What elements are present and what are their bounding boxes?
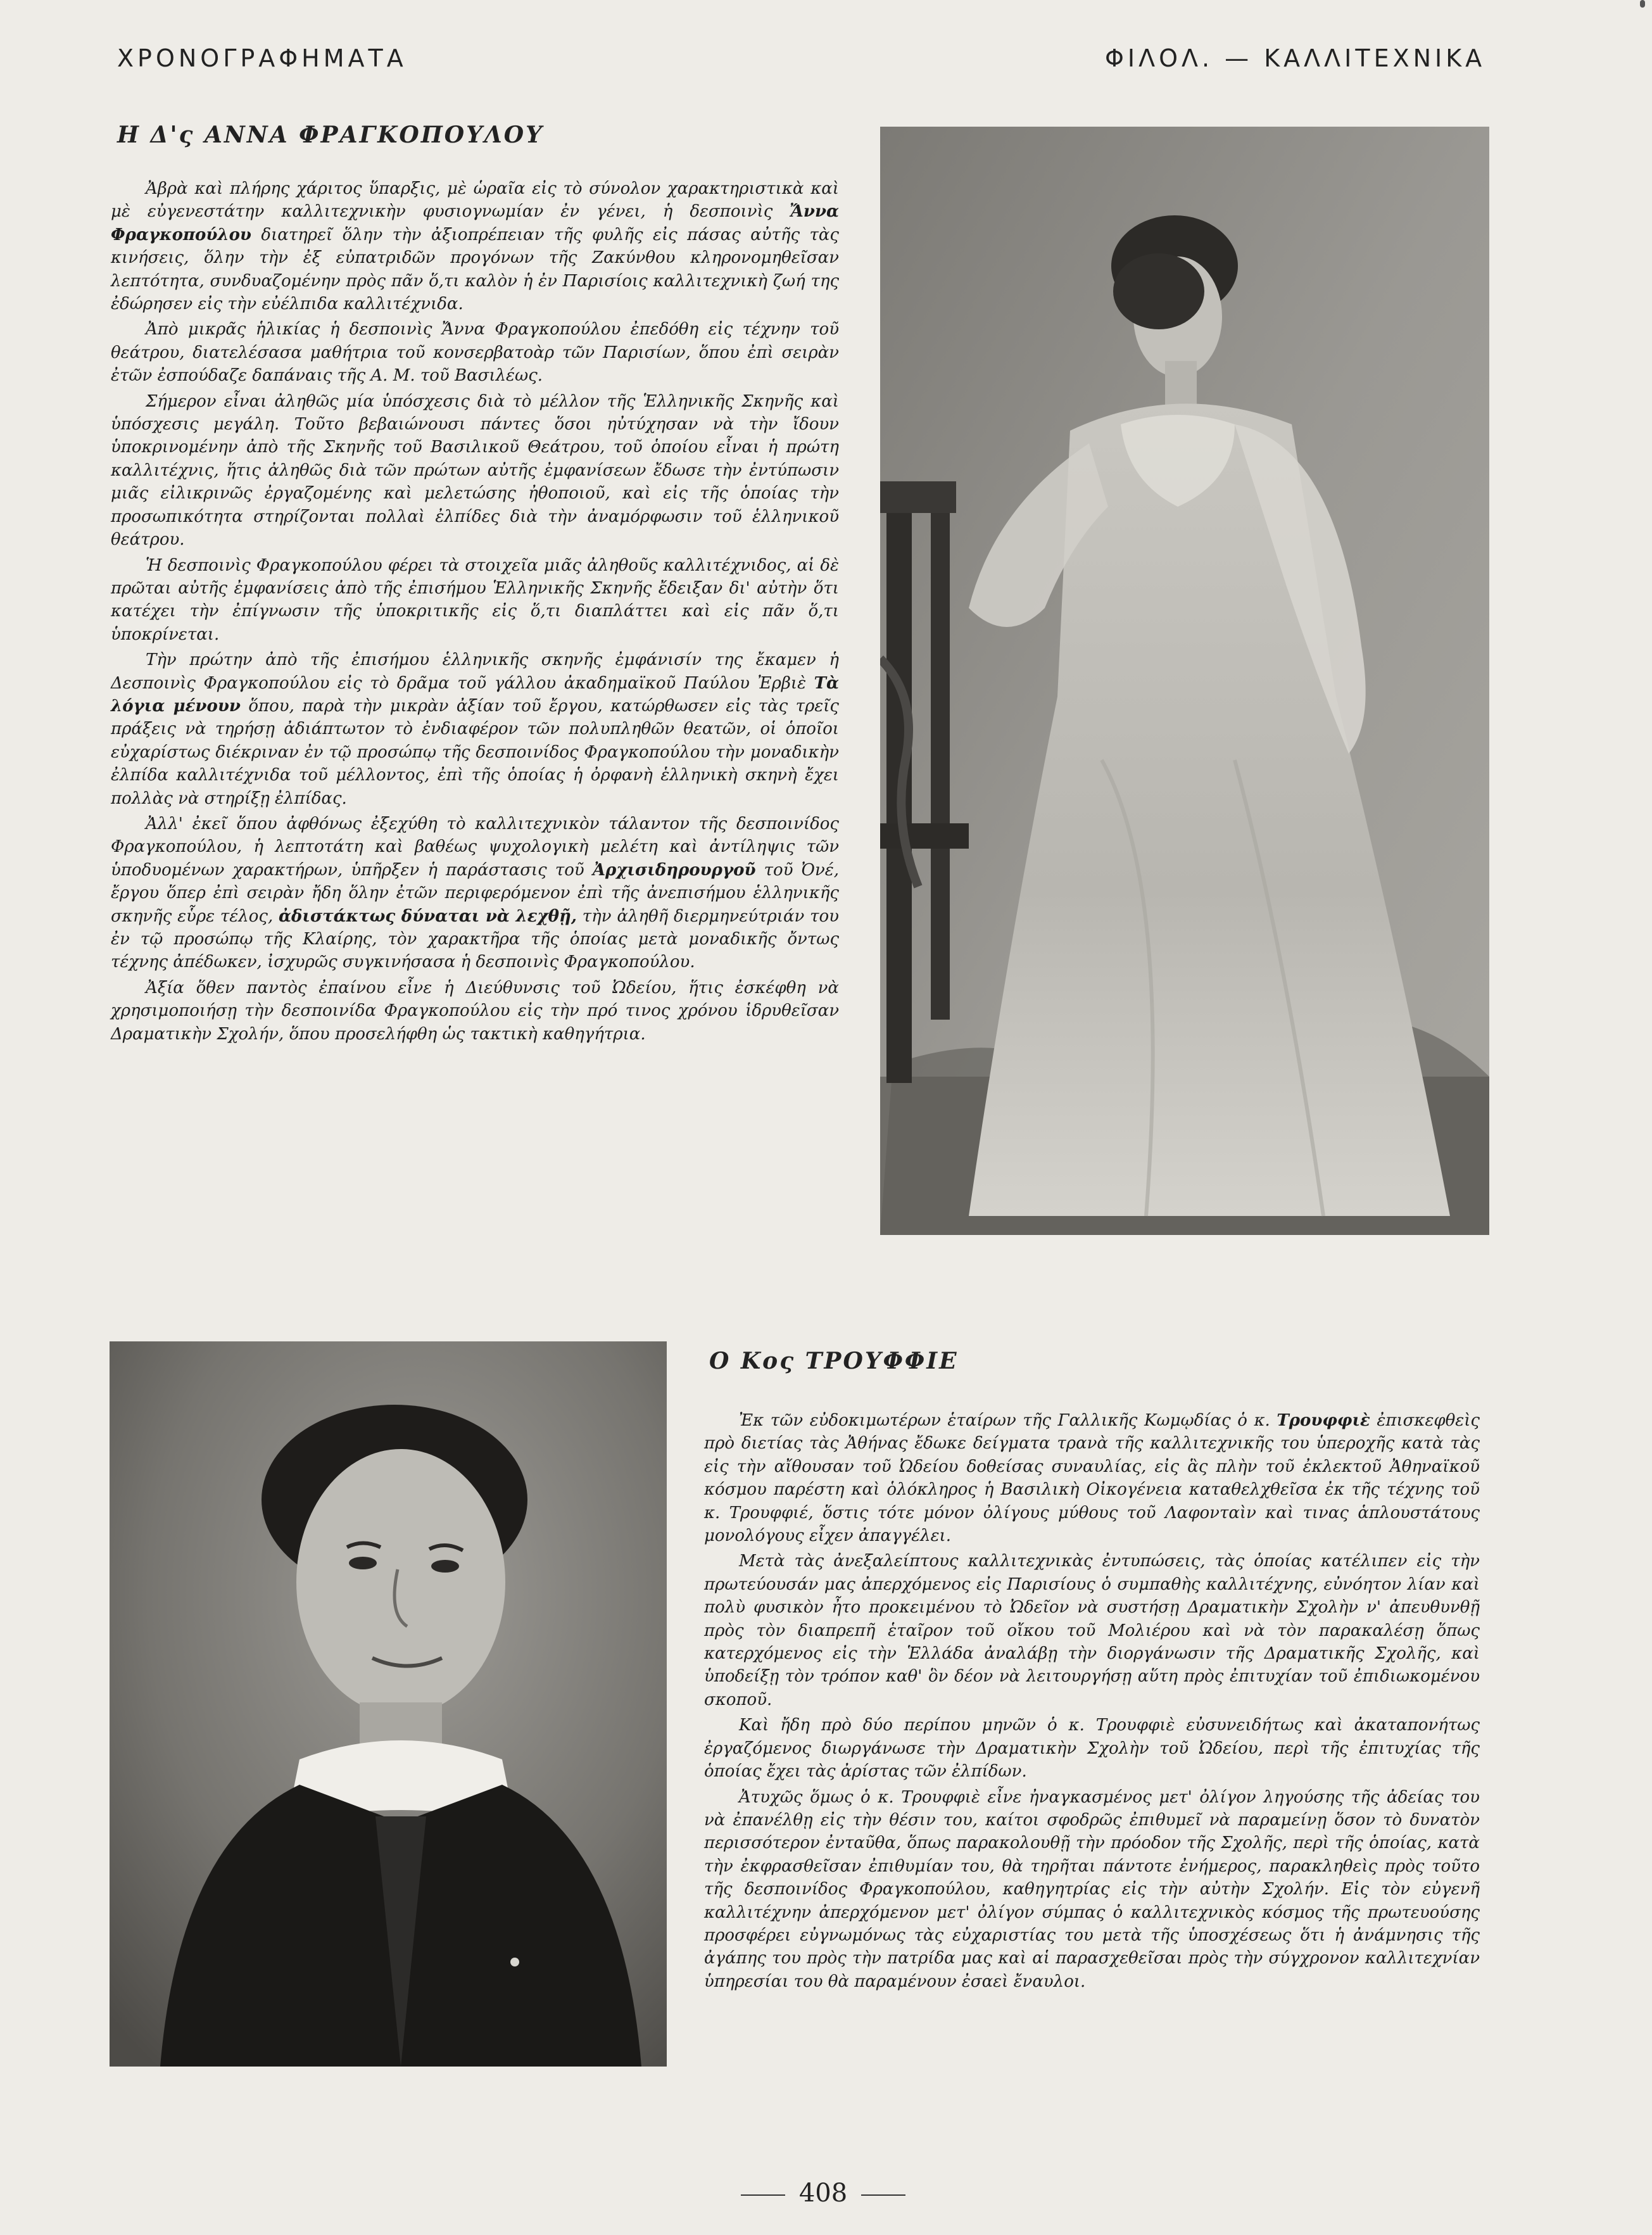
article2-title: Ο Κος ΤΡΟΥΦΦΙΕ (709, 1348, 959, 1374)
article2-paragraph: Ἀτυχῶς ὅμως ὁ κ. Τρουφφιὲ εἶνε ἠναγκασμένος μετ' ὀλίγον ληγούσης τῆς ἀδείας του νὰ ἐπανέλθῃ εἰς τὴν θέσιν του, καίτοι σφοδρῶς ἐπιθυμεῖ νὰ παραμείνῃ ὅσον τὸ δυνατὸν περισσότερον ἐνταῦθα, ὅπως παρακολουθῇ τὴν πρόοδον τῆς Σχολῆς, περὶ τῆς ὁποίας, κατὰ τὴν ἐκφρασθεῖσαν ἐπιθυμίαν του, θὰ τηρῆται πάντοτε ἐνήμερος, παρακληθεὶς πρὸς τοῦτο τῆς δεσποινίδος Φραγκοπούλου, καθηγητρίας εἰς τὴν αὐτὴν Σχολήν. Εἰς τὸν εὐγενῆ καλλιτέχνην ἀπερχόμενον μετ' ὀλίγον σύμπας ὁ καλλιτεχνικὸς κόσμος τῆς πρωτευούσης προσφέρει εὐγνωμόνως τὰς εὐχαριστίας του μετὰ τῆς ὑποσχέσεως ὅτι ἡ ἀνάμνησις τῆς ἀγάπης του πρὸς τὴν πατρίδα μας καὶ αἱ παρασχεθεῖσαι πρὸς τὴν σύγχρονον καλλιτεχνίαν ὑπηρεσίαι του θὰ παραμένουν ἐσαεὶ ἔναυλοι. (704, 1787, 1480, 1991)
article2-paragraph: Μετὰ τὰς ἀνεξαλείπτους καλλιτεχνικὰς ἐντυπώσεις, τὰς ὁποίας κατέλιπεν εἰς τὴν πρωτεύουσάν μας ἀπερχόμενος εἰς Παρισίους ὁ συμπαθὴς καλλιτέχνης, εὐνόητον λίαν καὶ πολὺ φυσικὸν ἦτο προκειμένου τὸ Ὠδεῖον νὰ συστήσῃ Δραματικὴν Σχολὴν ν' ἀπευθυνθῇ πρὸς τὸν διαπρεπῆ ἑταῖρον τοῦ οἴκου τοῦ Μολιέρου καὶ νὰ τὸν παρακαλέσῃ ὅπως κατερχόμενος εἰς τὴν Ἑλλάδα ἀναλάβῃ τὴν διοργάνωσιν τῆς Δραματικῆς Σχολῆς, καὶ ὑποδείξῃ τὸν τρόπον καθ' ὃν δέον νὰ λειτουργήσῃ αὕτη πρὸς ἐπιτυχίαν τοῦ ἐπιδιωκομένου σκοποῦ. (704, 1552, 1480, 1709)
bold-name: Τρουφφιὲ (1277, 1411, 1370, 1430)
article1-paragraph (111, 813, 839, 974)
bold-phrase: ἀδιστάκτως δύναται νὰ λεχθῇ, (279, 906, 577, 926)
article1-paragraph: Ἀξία ὅθεν παντὸς ἐπαίνου εἶνε ἡ Διεύθυνσις τοῦ Ὠδείου, ἥτις ἐσκέφθη νὰ χρησιμοποιήσῃ τὴν δεσποινίδα Φραγκοπούλου εἰς τὴν πρό τινος χρόνου ἱδρυθεῖσαν Δραματικὴν Σχολήν, ὅπου προσελήφθη ὡς τακτικὴ καθηγήτρια. (111, 978, 839, 1044)
bold-name: Ἄννα Φραγκοπούλου (111, 202, 839, 244)
actress-photo-image (880, 127, 1489, 1235)
margin-mark (1640, 0, 1645, 8)
text-run: Ἀβρὰ καὶ πλήρης χάριτος ὕπαρξις, μὲ ὡραῖα εἰς τὸ σύνολον χαρακτηριστικὰ καὶ μὲ εὐγενεστάτην καλλιτεχνικὴν φυσιογνωμίαν ἐν γένει, ἡ δεσποινὶς (111, 179, 839, 222)
article1-paragraph: Ἡ δεσποινὶς Φραγκοπούλου φέρει τὰ στοιχεῖα μιᾶς ἀληθοῦς καλλιτέχνιδος, αἱ δὲ πρῶται αὐτῆς ἐμφανίσεις ἀπὸ τῆς ἐπισήμου Ἑλληνικῆς Σκηνῆς ἔδειξαν δι' αὐτὴν ὅτι κατέχει τὴν ἐπίγνωσιν τῆς ὑποκριτικῆς εἰς ὅ,τι διαπλάττει καὶ εἰς πᾶν ὅ,τι ὑποκρίνεται. (111, 555, 839, 644)
bold-play-title: Ἀρχισιδηρουργοῦ (592, 860, 756, 880)
article1-paragraph: Σήμερον εἶναι ἀληθῶς μία ὑπόσχεσις διὰ τὸ μέλλον τῆς Ἑλληνικῆς Σκηνῆς καὶ ὑπόσχεσις μεγάλη. Τοῦτο βεβαιώνουσι πάντες ὅσοι ηὐτύχησαν νὰ τὴν ἴδουν ὑποκρινομένην ἀπὸ τῆς Σκηνῆς τοῦ Βασιλικοῦ Θεάτρου, τοῦ ὁποίου εἶναι ἡ πρώτη καλλιτέχνις, ἥτις ἀληθῶς διὰ τῶν πρώτων αὐτῆς ἐμφανίσεων ἔδωσε τὴν ἐντύπωσιν μιᾶς εἰλικρινῶς ἐργαζομένης καὶ μελετώσης ἠθοποιοῦ, καὶ εἰς τῆς ὁποίας τὴν προσωπικότητα στηρίζονται πολλαὶ ἐλπίδες διὰ τὴν ἀναμόρφωσιν τοῦ ἑλληνικοῦ θεάτρου. (111, 391, 839, 550)
article2-paragraph (704, 1409, 1480, 1547)
text-run: Τὴν πρώτην ἀπὸ τῆς ἐπισήμου ἑλληνικῆς σκηνῆς ἐμφάνισίν της ἔκαμεν ἡ Δεσποινὶς Φραγκοπούλου εἰς τὸ δρᾶμα τοῦ γάλλου ἀκαδημαϊκοῦ Παύλου Ἐρβιὲ (111, 650, 839, 693)
article1-paragraph (111, 649, 839, 810)
troufie-photo (110, 1341, 667, 2067)
article1-body (111, 177, 839, 1048)
text-run: ὅπου, παρὰ τὴν μικρὰν ἀξίαν τοῦ ἔργου, κατώρθωσεν εἰς τὰς τρεῖς πράξεις νὰ τηρήσῃ ἀδιάπτωτον τὸ ἐνδιαφέρον τῶν πολυπληθῶν θεατῶν, οἱ ὁποῖοι εὐχαρίστως διέκριναν ἐν τῷ προσώπῳ τῆς δεσποινίδος Φραγκοπούλου τὴν μοναδικὴν ἐλπίδα καλλιτέχνιδα τοῦ μέλλοντος, ἐπὶ τῆς ὁποίας ἡ ὀρφανὴ ἑλληνικὴ σκηνὴ ἔχει πολλὰς νὰ στηρίξῃ ἐλπίδας. (111, 696, 839, 808)
text-run: Ἀλλ' ἐκεῖ ὅπου ἀφθόνως ἐξεχύθη τὸ καλλιτεχνικὸν τάλαντον τῆς δεσποινίδος Φραγκοπούλου, ἡ λεπτοτάτη καὶ βαθέως ψυχολογικὴ μελέτη καὶ ἀντίληψις τῶν ὑποδυομένων χαρακτήρων, ὑπῆρξεν ἡ παράστασις τοῦ (111, 814, 839, 880)
text-run: τὴν ἀληθῆ διερμηνεύτριάν του ἐν τῷ προσώπῳ τῆς Κλαίρης, τὸν χαρακτῆρα τῆς ὁποίας μετὰ μοναδικῆς ὄντως τέχνης ἀπέδωκεν, ἰσχυρῶς συγκινήσασα ἡ δεσποινὶς Φραγκοπούλου. (111, 906, 839, 972)
text-run: διατηρεῖ ὅλην τὴν ἀξιοπρέπειαν τῆς φυλῆς εἰς πάσας αὐτῆς τὰς κινήσεις, ὅλην τὴν ἐξ εὐπατριδῶν προγόνων τῆς Ζακύνθου κληρονομηθεῖσαν λεπτότητα, συνδυαζομένην πρὸς πᾶν ὅ,τι καλὸν ἡ ἐν Παρισίοις καλλιτεχνικὴ ζωή της ἐδώρησεν εἰς τὴν εὐέλπιδα καλλιτέχνιδα. (111, 225, 839, 314)
text-run: τοῦ Ὀνέ, ἔργου ὅπερ ἐπὶ σειρὰν ἤδη ὅλην ἐτῶν περιφερόμενον ἐπὶ τῆς ἀνεπισήμου ἑλληνικῆς σκηνῆς εὗρε τέλος, (111, 860, 839, 926)
dash-left (741, 2194, 785, 2196)
article1-paragraph: Ἀπὸ μικρᾶς ἡλικίας ἡ δεσποινὶς Ἄννα Φραγκοπούλου ἐπεδόθη εἰς τέχνην τοῦ θεάτρου, διατελέσασα μαθήτρια τοῦ κονσερβατοὰρ τῶν Παρισίων, ὅπου ἐπὶ σειρὰν ἐτῶν ἐσπούδαζε δαπάναις τῆς Α. Μ. τοῦ Βασιλέως. (111, 320, 839, 386)
article1-paragraph (111, 177, 839, 315)
text-run: Ἐκ τῶν εὐδοκιμωτέρων ἑταίρων τῆς Γαλλικῆς Κωμῳδίας ὁ κ. (739, 1411, 1277, 1430)
running-header-right: ΦΙΛΟΛ. — ΚΑΛΛΙΤΕΧΝΙΚΑ (1105, 44, 1486, 72)
bold-play-title: Τὰ λόγια μένουν (111, 673, 839, 716)
text-run: ἐπισκεφθεὶς πρὸ διετίας τὰς Ἀθήνας ἔδωκε δείγματα τρανὰ τῆς καλλιτεχνικῆς του ὑπεροχῆς κατὰ τὰς εἰς τὴν αἴθουσαν τοῦ Ὠδείου δοθείσας συναυλίας, εἰς ἃς πλὴν τοῦ ἐκλεκτοῦ Ἀθηναϊκοῦ κόσμου παρέστη καὶ ὁλόκληρος ἡ Βασιλικὴ Οἰκογένεια καταθελχθεῖσα ἐκ τῆς τέχνης τοῦ κ. Τρουφφιέ, ὅστις τότε μόνον ὀλίγους μύθους τοῦ Λαφονταὶν καὶ τινας ἁπλουστάτους μονολόγους εἶχεν ἀπαγγέλει. (704, 1411, 1480, 1546)
dash-right (861, 2194, 905, 2196)
running-header-left: ΧΡΟΝΟΓΡΑΦΗΜΑΤΑ (117, 44, 407, 72)
page-number (697, 2179, 950, 2208)
article2-paragraph: Καὶ ἤδη πρὸ δύο περίπου μηνῶν ὁ κ. Τρουφφιὲ εὐσυνειδήτως καὶ ἀκαταπονήτως ἐργαζόμενος διωργάνωσε τὴν Δραματικὴν Σχολὴν τοῦ Ὠδείου, περὶ τῆς ἐπιτυχίας τῆς ὁποίας ἔχει τὰς ἀρίστας τῶν ἐλπίδων. (704, 1716, 1480, 1782)
actress-photo (880, 127, 1489, 1235)
article2-body (704, 1409, 1480, 1996)
troufie-photo-image (110, 1341, 667, 2067)
page-number-value: 408 (798, 2179, 848, 2208)
article1-title: Η Δ'ς ΑΝΝΑ ΦΡΑΓΚΟΠΟΥΛΟΥ (117, 122, 544, 148)
